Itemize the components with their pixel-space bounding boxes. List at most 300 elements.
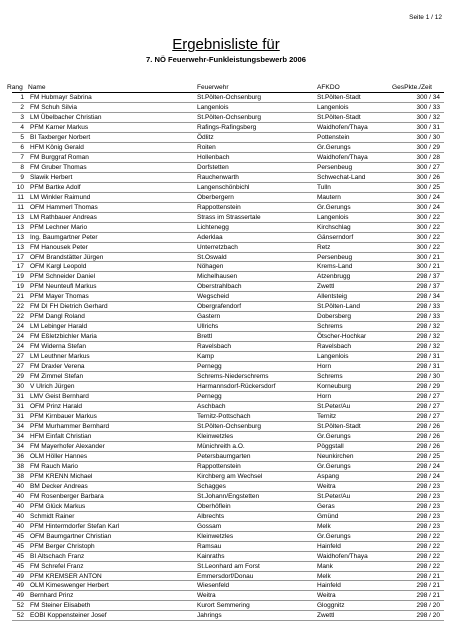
name-cell: LM Leuthner Markus	[30, 353, 90, 361]
points-cell: 300 / 22	[416, 213, 440, 221]
rank-cell: 8	[20, 163, 24, 171]
afkdo-cell: Weitra	[317, 592, 336, 600]
feuerwehr-cell: St.Oswald	[197, 253, 227, 261]
afkdo-cell: Dobersberg	[317, 313, 351, 321]
name-cell: BM Decker Andreas	[30, 482, 88, 490]
table-row	[12, 133, 444, 143]
rank-cell: 49	[16, 572, 24, 580]
afkdo-cell: Horn	[317, 363, 332, 371]
feuerwehr-cell: Oberbergern	[197, 193, 234, 201]
afkdo-cell: Gr.Gerungs	[317, 532, 351, 540]
name-cell: FM Hanousek Peter	[30, 243, 88, 251]
points-cell: 298 / 26	[416, 422, 440, 430]
afkdo-cell: Langenlois	[317, 213, 349, 221]
points-cell: 300 / 22	[416, 233, 440, 241]
afkdo-cell: Melk	[317, 572, 331, 580]
rank-cell: 9	[20, 173, 24, 181]
table-row	[12, 502, 444, 512]
name-cell: FM Schuh Silvia	[30, 103, 77, 111]
name-cell: PFM Bartke Adolf	[30, 183, 81, 191]
name-cell: LM Rathbauer Andreas	[30, 213, 97, 221]
rank-cell: 38	[16, 462, 24, 470]
table-row	[12, 402, 444, 412]
points-cell: 300 / 31	[416, 123, 440, 131]
afkdo-cell: Pöggstall	[317, 442, 344, 450]
rank-cell: 45	[16, 562, 24, 570]
feuerwehr-cell: Oberstrahlbach	[197, 283, 242, 291]
rank-cell: 31	[16, 413, 24, 420]
afkdo-cell: Tulln	[317, 183, 331, 191]
name-cell: LMV Geist Bernhard	[30, 393, 89, 401]
rank-cell: 24	[16, 323, 24, 331]
afkdo-cell: Allentsteig	[317, 293, 347, 301]
points-cell: 300 / 27	[416, 163, 440, 171]
name-cell: PFM Hintermdorfer Stefan Karl	[30, 522, 120, 530]
afkdo-cell: Gr.Gerungs	[317, 432, 351, 440]
rank-cell: 7	[20, 153, 24, 161]
rank-cell: 40	[16, 492, 24, 500]
name-cell: FM Gruber Thomas	[30, 163, 87, 171]
points-cell: 298 / 26	[416, 442, 440, 450]
table-row	[12, 203, 444, 213]
afkdo-cell: Waidhofen/Thaya	[317, 552, 368, 560]
table-row	[12, 342, 444, 352]
name-cell: FM Rauch Mario	[30, 462, 79, 470]
points-cell: 300 / 25	[416, 183, 440, 191]
rank-cell: 11	[17, 193, 24, 201]
feuerwehr-cell: Obergrafendorf	[197, 303, 242, 311]
table-row	[12, 482, 444, 492]
name-cell: FM Eßletzbichler Maria	[30, 333, 97, 341]
afkdo-cell: Mautern	[317, 193, 341, 201]
rank-cell: 31	[16, 403, 24, 411]
points-cell: 298 / 22	[416, 542, 440, 550]
afkdo-cell: Korneuburg	[317, 383, 351, 391]
name-cell: FM Steiner Elisabeth	[30, 602, 91, 610]
rank-cell: 52	[16, 612, 24, 620]
name-cell: FM Schrefel Franz	[30, 562, 84, 570]
points-cell: 298 / 26	[416, 432, 440, 440]
rank-cell: 19	[16, 273, 24, 281]
rank-cell: 2	[20, 103, 24, 111]
afkdo-cell: Persenbeug	[317, 163, 353, 171]
feuerwehr-cell: St.Leonhard am Forst	[197, 562, 260, 570]
rank-cell: 19	[16, 283, 24, 291]
column-header-feuerwehr: Feuerwehr	[197, 84, 229, 91]
page-number: Seite 1 / 12	[409, 14, 442, 21]
rank-cell: 11	[17, 203, 24, 211]
feuerwehr-cell: Rauchenwarth	[197, 173, 239, 181]
table-row	[12, 93, 444, 103]
table-row	[12, 372, 444, 382]
table-row	[12, 412, 444, 422]
points-cell: 298 / 32	[416, 343, 440, 351]
table-row	[12, 143, 444, 153]
points-cell: 300 / 30	[416, 133, 440, 141]
feuerwehr-cell: St.Johann/Engstetten	[197, 492, 260, 500]
table-row	[12, 611, 444, 621]
name-cell: PFM Mayer Thomas	[30, 293, 89, 301]
rank-cell: 34	[16, 432, 24, 440]
table-row	[12, 512, 444, 522]
afkdo-cell: Geras	[317, 502, 335, 510]
feuerwehr-cell: St.Pölten-Ochsenburg	[197, 422, 261, 430]
afkdo-cell: Waidhofen/Thaya	[317, 123, 368, 131]
table-row	[12, 123, 444, 133]
points-cell: 298 / 33	[416, 313, 440, 321]
afkdo-cell: Gr.Gerungs	[317, 203, 351, 211]
feuerwehr-cell: Aderklaa	[197, 233, 223, 241]
feuerwehr-cell: Ödlitz	[197, 133, 214, 141]
afkdo-cell: Gmünd	[317, 512, 339, 520]
table-row	[12, 103, 444, 113]
feuerwehr-cell: Dorfstetten	[197, 163, 229, 171]
afkdo-cell: Persenbeug	[317, 253, 353, 261]
points-cell: 298 / 31	[416, 363, 440, 371]
afkdo-cell: St.Pölten-Land	[317, 303, 361, 311]
rank-cell: 49	[16, 582, 24, 590]
rank-cell: 31	[16, 393, 24, 401]
points-cell: 298 / 20	[416, 602, 440, 610]
points-cell: 300 / 21	[416, 253, 440, 261]
rank-cell: 36	[16, 452, 24, 460]
afkdo-cell: Langenlois	[317, 353, 349, 361]
afkdo-cell: Krems-Land	[317, 263, 353, 271]
table-row	[12, 213, 444, 223]
table-row	[12, 392, 444, 402]
points-cell: 298 / 21	[416, 572, 440, 580]
name-cell: Slawik Herbert	[30, 173, 73, 181]
feuerwehr-cell: Petersbaumgarten	[197, 452, 251, 460]
points-cell: 298 / 23	[416, 492, 440, 500]
feuerwehr-cell: Nöhagen	[197, 263, 224, 271]
table-row	[12, 163, 444, 173]
page-subtitle: 7. NÖ Feuerwehr-Funkleistungsbewerb 2006	[146, 55, 306, 64]
points-cell: 298 / 24	[416, 462, 440, 470]
points-cell: 300 / 33	[416, 103, 440, 111]
table-row	[12, 223, 444, 233]
points-cell: 300 / 28	[416, 153, 440, 161]
afkdo-cell: Ravelsbach	[317, 343, 351, 351]
table-row	[12, 233, 444, 243]
table-row	[12, 332, 444, 342]
afkdo-cell: St.Peter/Au	[317, 492, 351, 500]
rank-cell: 5	[20, 133, 24, 141]
points-cell: 298 / 27	[416, 403, 440, 411]
feuerwehr-cell: Gossam	[197, 522, 222, 530]
name-cell: PFM Schneider Daniel	[30, 273, 96, 281]
table-row	[12, 422, 444, 432]
feuerwehr-cell: Schrems-Niederschrems	[197, 373, 269, 381]
column-header-afkdo: AFKDO	[317, 84, 340, 91]
table-row	[12, 382, 444, 392]
points-cell: 300 / 21	[416, 263, 440, 271]
points-cell: 300 / 24	[416, 193, 440, 201]
name-cell: BI Taxberger Norbert	[30, 133, 91, 141]
feuerwehr-cell: Pernegg	[197, 393, 222, 401]
table-row	[12, 581, 444, 591]
points-cell: 298 / 25	[416, 452, 440, 460]
rank-cell: 49	[16, 592, 24, 600]
table-row	[12, 472, 444, 482]
table-row	[12, 173, 444, 183]
rank-cell: 13	[16, 243, 24, 251]
name-cell: Bernhard Prinz	[30, 592, 74, 600]
column-header-rang: Rang	[7, 84, 23, 91]
table-row	[12, 462, 444, 472]
points-cell: 298 / 22	[416, 552, 440, 560]
afkdo-cell: Retz	[317, 243, 331, 251]
rank-cell: 27	[16, 363, 24, 371]
name-cell: FM Rosenberger Barbara	[30, 492, 104, 500]
feuerwehr-cell: Schagges	[197, 482, 226, 490]
afkdo-cell: Kirchschlag	[317, 223, 351, 231]
table-row	[12, 572, 444, 582]
afkdo-cell: Gänserndorf	[317, 233, 354, 241]
feuerwehr-cell: Wiesenfeld	[197, 582, 230, 590]
rank-cell: 1	[20, 94, 24, 101]
table-row	[12, 322, 444, 332]
afkdo-cell: Melk	[317, 522, 331, 530]
table-row	[12, 552, 444, 562]
results-table	[0, 93, 452, 621]
points-cell: 300 / 29	[416, 143, 440, 151]
feuerwehr-cell: Unterretzbach	[197, 243, 238, 251]
points-cell: 298 / 23	[416, 512, 440, 520]
name-cell: Schmidt Rainer	[30, 512, 75, 520]
name-cell: PFM Lechner Mario	[30, 223, 88, 231]
rank-cell: 40	[16, 502, 24, 510]
feuerwehr-cell: Kirchberg am Wechsel	[197, 472, 263, 480]
table-row	[12, 113, 444, 123]
rank-cell: 40	[16, 522, 24, 530]
points-cell: 298 / 34	[416, 293, 440, 301]
points-cell: 298 / 29	[416, 383, 440, 391]
table-row	[12, 442, 444, 452]
feuerwehr-cell: Albrechts	[197, 512, 225, 520]
afkdo-cell: Zwettl	[317, 612, 335, 620]
name-cell: PFM Berger Christoph	[30, 542, 95, 550]
table-row	[12, 601, 444, 611]
afkdo-cell: Waidhofen/Thaya	[317, 153, 368, 161]
feuerwehr-cell: Roiten	[197, 143, 216, 151]
table-row	[12, 253, 444, 263]
feuerwehr-cell: Harmannsdorf-Rückersdorf	[197, 383, 276, 391]
column-header-punkte: GesPkte./Zeit	[392, 84, 432, 91]
table-row	[12, 183, 444, 193]
points-cell: 298 / 32	[416, 333, 440, 341]
feuerwehr-cell: Brettl	[197, 333, 213, 341]
feuerwehr-cell: Kleinwetzles	[197, 432, 234, 440]
rank-cell: 27	[16, 353, 24, 361]
name-cell: HFM Kônig Gerald	[30, 143, 84, 151]
name-cell: PFM Kirnbauer Markus	[30, 413, 97, 420]
feuerwehr-cell: Weitra	[197, 592, 216, 600]
table-row	[12, 522, 444, 532]
rank-cell: 34	[16, 442, 24, 450]
table-row	[12, 542, 444, 552]
feuerwehr-cell: Oberhöflein	[197, 502, 231, 510]
name-cell: PFM Murhammer Bernhard	[30, 422, 110, 430]
table-row	[12, 352, 444, 362]
table-row	[12, 492, 444, 502]
feuerwehr-cell: Strass im Strassertale	[197, 213, 261, 221]
rank-cell: 40	[16, 512, 24, 520]
feuerwehr-cell: Kainraths	[197, 552, 225, 560]
table-row	[12, 362, 444, 372]
feuerwehr-cell: Lichtenegg	[197, 223, 229, 231]
points-cell: 298 / 21	[416, 592, 440, 600]
feuerwehr-cell: Emmersdorf/Donau	[197, 572, 254, 580]
feuerwehr-cell: Jahrings	[197, 612, 222, 620]
feuerwehr-cell: Langenlois	[197, 103, 229, 111]
table-row	[12, 262, 444, 272]
afkdo-cell: Schrems	[317, 323, 343, 331]
name-cell: OLM Höller Hannes	[30, 452, 88, 460]
points-cell: 298 / 23	[416, 502, 440, 510]
rank-cell: 6	[20, 143, 24, 151]
name-cell: Ing. Baumgartner Peter	[30, 233, 98, 241]
points-cell: 298 / 20	[416, 612, 440, 620]
rank-cell: 17	[16, 253, 24, 261]
points-cell: 300 / 34	[416, 94, 440, 101]
name-cell: PFM Dangl Roland	[30, 313, 85, 321]
name-cell: EOBI Koppensteiner Josef	[30, 612, 107, 620]
feuerwehr-cell: Ullrichs	[197, 323, 219, 331]
rank-cell: 17	[16, 263, 24, 271]
table-row	[12, 432, 444, 442]
table-row	[12, 312, 444, 322]
name-cell: FM Widerna Stefan	[30, 343, 86, 351]
table-row	[12, 243, 444, 253]
column-header-name: Name	[28, 84, 46, 91]
name-cell: OFM Baumgartner Christian	[30, 532, 112, 540]
rank-cell: 22	[16, 313, 24, 321]
points-cell: 298 / 30	[416, 373, 440, 381]
name-cell: LM Übelbacher Christian	[30, 113, 102, 121]
rank-cell: 45	[16, 552, 24, 560]
name-cell: FM Zimmel Stefan	[30, 373, 84, 381]
name-cell: FM DI FH Dietrich Gerhard	[30, 303, 108, 311]
rank-cell: 13	[16, 223, 24, 231]
afkdo-cell: Ötscher-Hochkar	[317, 333, 367, 341]
feuerwehr-cell: Aschbach	[197, 403, 226, 411]
table-row	[12, 282, 444, 292]
feuerwehr-cell: Ternitz-Pottschach	[197, 413, 251, 420]
name-cell: BI Altschach Franz	[30, 552, 85, 560]
feuerwehr-cell: Gastern	[197, 313, 221, 321]
rank-cell: 10	[16, 183, 24, 191]
name-cell: OFM Brandstätter Jürgen	[30, 253, 104, 261]
afkdo-cell: Schrems	[317, 373, 343, 381]
page-title: Ergebnisliste für	[172, 36, 280, 53]
feuerwehr-cell: Rappottenstein	[197, 462, 241, 470]
name-cell: V Ulrich Jürgen	[30, 383, 75, 391]
table-row	[12, 193, 444, 203]
table-row	[12, 562, 444, 572]
feuerwehr-cell: Kleinwetzles	[197, 532, 234, 540]
points-cell: 298 / 37	[416, 283, 440, 291]
afkdo-cell: Langenlois	[317, 103, 349, 111]
rank-cell: 45	[16, 532, 24, 540]
feuerwehr-cell: Michelhausen	[197, 273, 238, 281]
table-row	[12, 532, 444, 542]
feuerwehr-cell: St.Pölten-Ochsenburg	[197, 94, 261, 101]
table-row	[12, 153, 444, 163]
name-cell: PFM Glück Markus	[30, 502, 86, 510]
afkdo-cell: Hainfeld	[317, 582, 341, 590]
name-cell: FM Draxler Verena	[30, 363, 85, 371]
points-cell: 298 / 32	[416, 323, 440, 331]
afkdo-cell: St.Peter/Au	[317, 403, 351, 411]
points-cell: 298 / 24	[416, 472, 440, 480]
name-cell: PFM Karner Markus	[30, 123, 89, 131]
feuerwehr-cell: Rafings-Rafingsberg	[197, 123, 257, 131]
feuerwehr-cell: Hollenbach	[197, 153, 230, 161]
points-cell: 300 / 26	[416, 173, 440, 181]
afkdo-cell: Gr.Gerungs	[317, 462, 351, 470]
name-cell: FM Burggraf Roman	[30, 153, 89, 161]
name-cell: PFM Neunteufl Markus	[30, 283, 97, 291]
afkdo-cell: Neunkirchen	[317, 452, 354, 460]
afkdo-cell: Aspang	[317, 472, 340, 480]
rank-cell: 34	[16, 422, 24, 430]
points-cell: 298 / 23	[416, 482, 440, 490]
points-cell: 298 / 33	[416, 303, 440, 311]
rank-cell: 3	[20, 113, 24, 121]
table-row	[12, 452, 444, 462]
rank-cell: 21	[16, 293, 24, 301]
feuerwehr-cell: Pernegg	[197, 363, 222, 371]
afkdo-cell: Atzenbrugg	[317, 273, 351, 281]
afkdo-cell: Weitra	[317, 482, 336, 490]
rank-cell: 45	[16, 542, 24, 550]
rank-cell: 38	[16, 472, 24, 480]
afkdo-cell: Gr.Gerungs	[317, 143, 351, 151]
points-cell: 300 / 24	[416, 203, 440, 211]
feuerwehr-cell: Münichreith a.O.	[197, 442, 245, 450]
name-cell: HFM Einfalt Christian	[30, 432, 92, 440]
name-cell: OLM Kimeswenger Herbert	[30, 582, 109, 590]
afkdo-cell: Pottenstein	[317, 133, 350, 141]
name-cell: LM Winkler Raimund	[30, 193, 91, 201]
rank-cell: 24	[16, 333, 24, 341]
points-cell: 300 / 22	[416, 223, 440, 231]
feuerwehr-cell: Kurort Semmering	[197, 602, 250, 610]
points-cell: 298 / 27	[416, 413, 440, 420]
rank-cell: 24	[16, 343, 24, 351]
points-cell: 298 / 22	[416, 532, 440, 540]
afkdo-cell: Zwettl	[317, 283, 335, 291]
points-cell: 298 / 23	[416, 522, 440, 530]
afkdo-cell: St.Pölten-Stadt	[317, 113, 361, 121]
points-cell: 300 / 32	[416, 113, 440, 121]
afkdo-cell: Schwechat-Land	[317, 173, 366, 181]
afkdo-cell: Gloggnitz	[317, 602, 345, 610]
points-cell: 300 / 22	[416, 243, 440, 251]
afkdo-cell: St.Pölten-Stadt	[317, 422, 361, 430]
name-cell: FM Mayerhofer Alexander	[30, 442, 105, 450]
feuerwehr-cell: Ramsau	[197, 542, 222, 550]
name-cell: OFM Kargl Leopold	[30, 263, 87, 271]
rank-cell: 52	[16, 602, 24, 610]
table-row	[12, 302, 444, 312]
name-cell: OFM Prinz Harald	[30, 403, 83, 411]
afkdo-cell: Mank	[317, 562, 333, 570]
rank-cell: 29	[16, 373, 24, 381]
name-cell: PFM KRENN Michael	[30, 472, 93, 480]
name-cell: PFM KREMSER ANTON	[30, 572, 102, 580]
